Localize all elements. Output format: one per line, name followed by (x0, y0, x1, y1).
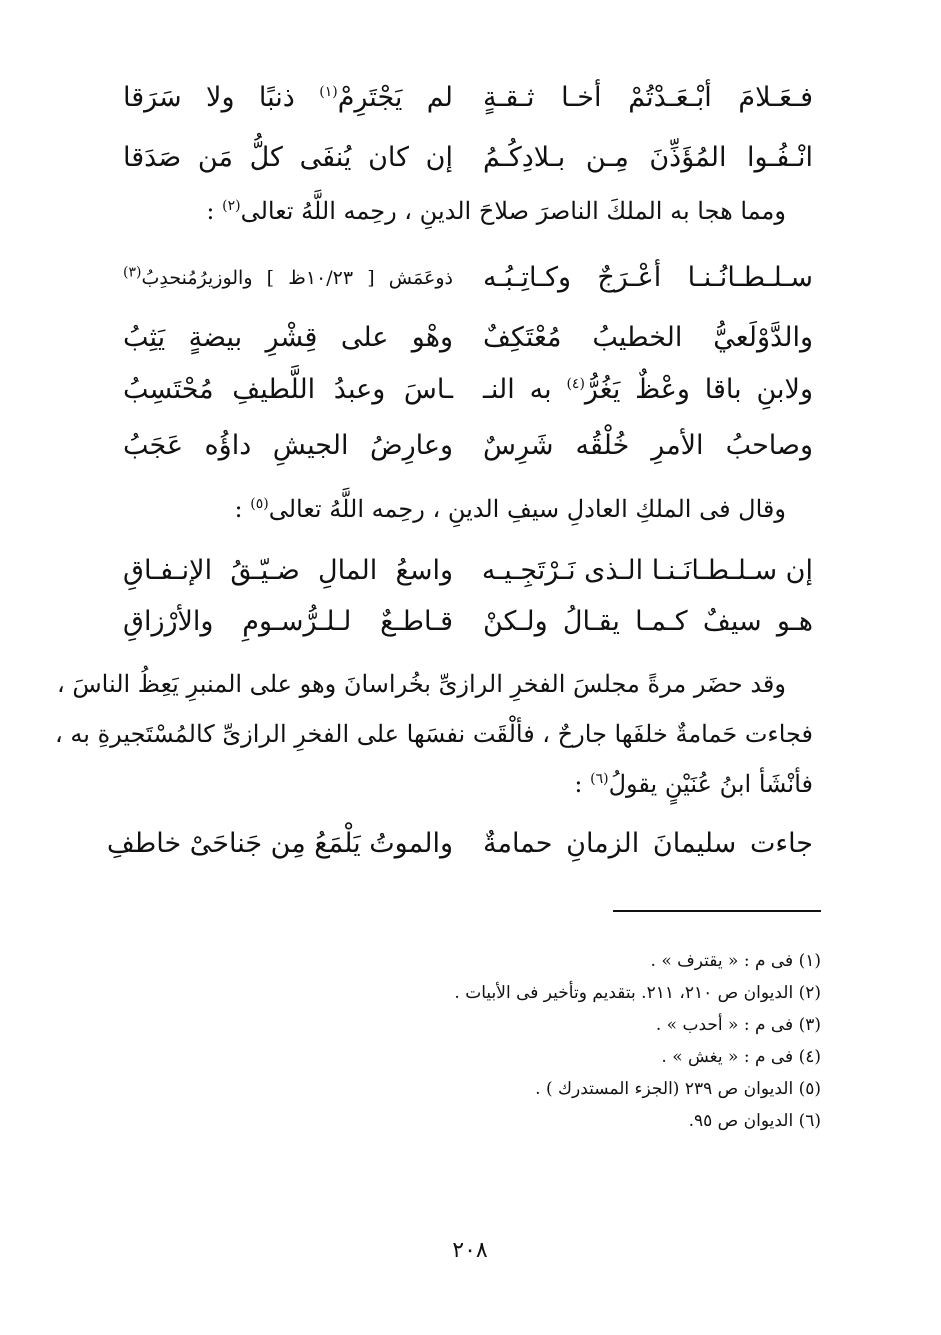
verse-second-hemistich: وعارِضُ الجيشِ داؤُه عَجَبُ (123, 430, 453, 461)
verse-line (123, 132, 813, 184)
verse-text: ذنبًا ولا سَرَقا (123, 82, 320, 113)
verse-second-hemistich: ـاسَ وعبدُ اللَّطيفِ مُحْتَسِبُ (123, 374, 453, 405)
prose-line (123, 765, 813, 803)
verse-second-hemistich: والموتُ يَلْمَعُ مِن جَناحَىْ خاطفِ (106, 828, 453, 859)
prose-tail: : (574, 770, 591, 798)
intro-text: وقال فى الملكِ العادلِ سيفِ الدينِ ، رحِمه اللَّهُ تعالى (268, 495, 786, 523)
verse-first-hemistich (483, 364, 813, 416)
footnote: (٥) الديوان ص ٢٣٩ (الجزء المستدرك ) . (535, 1079, 821, 1099)
verse-second-hemistich: واسعُ المالِ ضـيّـقُ الإنـفـاقِ (123, 555, 453, 586)
verse-line (123, 72, 813, 124)
verse-text: ولابنِ باقا وعْظٌ يَغُرُّ (584, 374, 813, 405)
prose-line: فجاءت حَمامةٌ خلفَها جارحٌ ، فألْقَت نفسَها على الفخرِ الرازىِّ كالمُسْتَجيرةِ به ، (55, 720, 813, 748)
verse-line (106, 818, 813, 870)
verse-line (123, 545, 813, 597)
footnote: (٤) فى م : « يغش » . (661, 1047, 821, 1067)
verse-line (123, 596, 813, 648)
verse-line (123, 420, 813, 472)
verse-first-hemistich: هـو سيفٌ كـمـا يقـالُ ولـكنْ (483, 606, 813, 637)
footnote-ref: (٤) (566, 376, 585, 392)
verse-first-hemistich: وصاحبُ الأمرِ خُلْقُه شَرِسٌ (483, 430, 813, 461)
verse-first-hemistich: والدَّوْلَعيُّ الخطيبُ مُعْتَكِفٌ (483, 322, 813, 353)
verse-text: به النـ (483, 374, 567, 405)
intro-tail: : (234, 495, 251, 523)
verse-second-hemistich: قـاطـعٌ لـلـرُّسـومِ والأرْزاقِ (123, 606, 453, 637)
verse-first-hemistich: إن سـلـطـانَـنـا الـذى نَـرْتَجِـيـه (481, 555, 813, 586)
footnote: (٦) الديوان ص ٩٥. (688, 1111, 821, 1131)
footnote-divider (613, 910, 821, 912)
footnote-ref: (٦) (590, 771, 609, 787)
footnote-ref: (٣) (123, 264, 142, 281)
footnote-ref: (٢) (222, 198, 241, 214)
verse-second-hemistich (123, 72, 453, 124)
verse-first-hemistich: جاءت سليمانَ الزمانِ حمامةٌ (483, 828, 813, 859)
intro-tail: : (206, 197, 223, 225)
page-number: ٢٠٨ (452, 1238, 488, 1263)
footnote-ref: (٥) (250, 496, 269, 512)
footnotes (261, 945, 821, 1137)
verse-text: لم يَجْتَرِمْ (337, 82, 453, 113)
intro-paragraph (126, 490, 786, 528)
verse-second-hemistich: وهْو على قِشْرِ بيضةٍ يَثِبُ (123, 322, 453, 353)
verse-first-hemistich: سـلـطـانُـنـا أعْـرَجٌ وكـاتِـبُـه (483, 262, 813, 293)
verse-line (123, 312, 813, 364)
footnote: (١) فى م : « يقترف » . (650, 951, 821, 971)
footnote-ref: (١) (319, 84, 338, 100)
verse-second-hemistich: إن كان يُنفَى كلُّ مَن صَدَقا (123, 142, 453, 173)
verse-text: ذوعَمَش [ ١٠/٢٣ظ ] والوزيرُمُنحدِبُ (141, 267, 453, 289)
footnote: (٣) فى م : « أحدب » . (655, 1015, 821, 1035)
footnote: (٢) الديوان ص ٢١٠، ٢١١. بتقديم وتأخير فى الأبيات . (454, 983, 821, 1003)
intro-paragraph (126, 192, 786, 230)
prose-text: فأنْشَأ ابنُ عُنَيْنٍ يقولُ (608, 770, 813, 798)
intro-text: ومما هجا به الملكَ الناصرَ صلاحَ الدينِ ، رحِمه اللَّهُ تعالى (240, 197, 786, 225)
verse-second-hemistich (123, 252, 453, 304)
prose-line: وقد حضَر مرةً مجلسَ الفخرِ الرازىِّ بخُراسانَ وهو على المنبرِ يَعِظُ الناسَ ، (56, 670, 786, 698)
verse-first-hemistich: فـعَـلامَ أبْـعَـدْتُمْ أخـا ثـقـةٍ (483, 82, 813, 113)
verse-line (123, 252, 813, 304)
verse-first-hemistich: انْـفُـوا المُؤَذِّنَ مِـن بـلادِكُـمُ (483, 142, 813, 173)
verse-line (123, 364, 813, 416)
